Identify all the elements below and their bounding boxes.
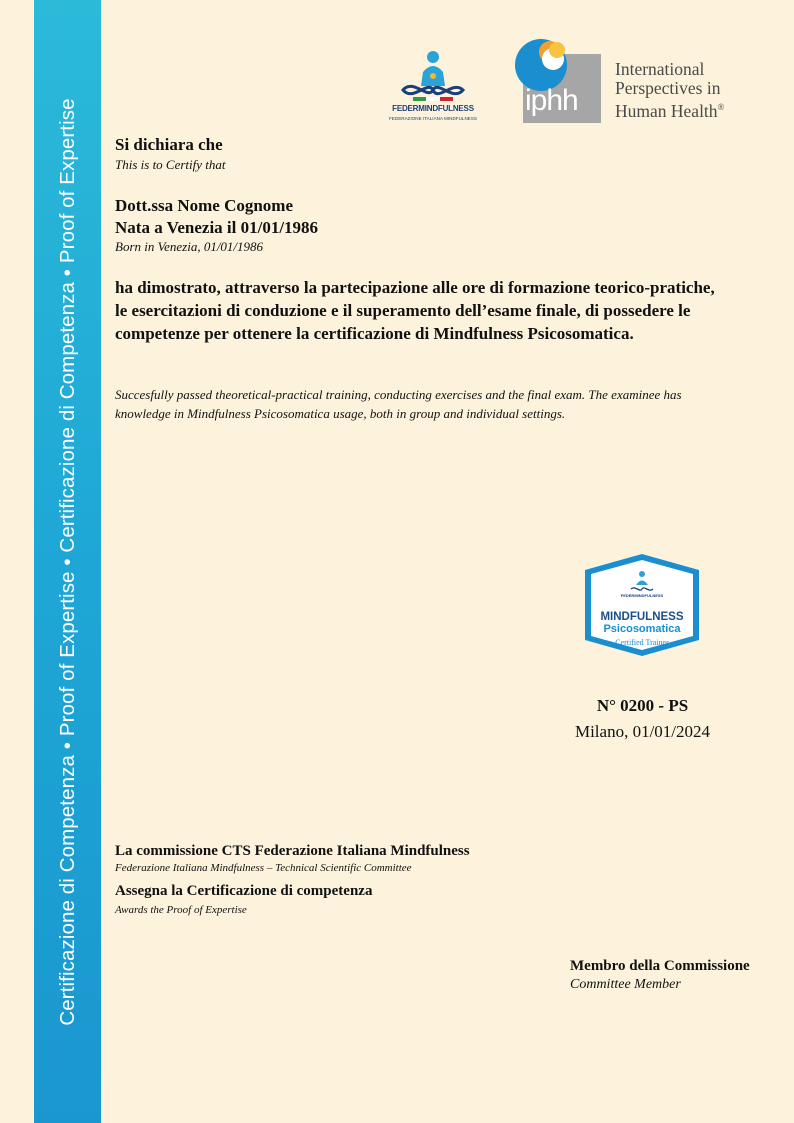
birth-info-en: Born in Venezia, 01/01/1986: [115, 239, 264, 254]
iphh-tagline: [615, 60, 724, 121]
declare-it: Si dichiara che: [115, 135, 223, 154]
side-band: [34, 0, 101, 1123]
iphh-tagline-line3: Human Health: [615, 100, 718, 121]
committee-member-it: Membro della Commissione: [570, 958, 750, 974]
commission-line2-en: Awards the Proof of Expertise: [115, 904, 247, 916]
iphh-tagline-line1: International: [615, 59, 705, 79]
committee-member-en: Committee Member: [570, 977, 681, 992]
federmindfulness-logo: [383, 50, 483, 128]
commission-line2-it: Assegna la Certificazione di competenza: [115, 883, 373, 899]
iphh-tagline-line2: Perspectives in: [615, 78, 721, 98]
body-text-en: Succesfully passed theoretical-practical training, conducting exercises and the final exam. The examinee has knowledge in Mindfulness Psicosomatica usage, both in group and individual settings.: [115, 387, 682, 421]
side-band-text: Certificazione di Competenza • Proof of Expertise • Certificazione di Competenza • Proof of Expertise: [55, 97, 79, 1026]
iphh-logo: [513, 38, 605, 126]
recipient-name: Dott.ssa Nome Cognome: [115, 196, 294, 215]
iphh-wordmark: iphh: [525, 84, 578, 117]
badge-org: FEDERMINDFULNESS: [620, 593, 664, 598]
body-text-it: ha dimostrato, attraverso la partecipazione alle ore di formazione teorico-pratiche, le esercitazioni di conduzione e il superamento dell’esame finale, di possedere le competenze per ottenere la certificazione di Mindfulness Psicosomatica.: [115, 278, 715, 343]
badge-title2: Psicosomatica: [603, 623, 681, 635]
birth-info-it: Nata a Venezia il 01/01/1986: [115, 218, 319, 237]
federmindfulness-subtitle: FEDERAZIONE ITALIANA MINDFULNESS: [389, 116, 477, 121]
commission-line1-en: Federazione Italiana Mindfulness – Technical Scientific Committee: [115, 862, 412, 874]
certified-trainer-badge: [583, 552, 701, 658]
declare-en: This is to Certify that: [115, 157, 226, 172]
commission-line1-it: La commissione CTS Federazione Italiana Mindfulness: [115, 843, 470, 859]
badge-subtitle: Certified Trainer: [615, 638, 669, 647]
badge-title1: MINDFULNESS: [600, 611, 684, 623]
certificate-number: N° 0200 - PS: [596, 696, 689, 715]
registered-mark: ®: [717, 102, 725, 112]
issue-place-date: Milano, 01/01/2024: [574, 722, 711, 741]
federmindfulness-name: FEDERMINDFULNESS: [392, 104, 474, 113]
